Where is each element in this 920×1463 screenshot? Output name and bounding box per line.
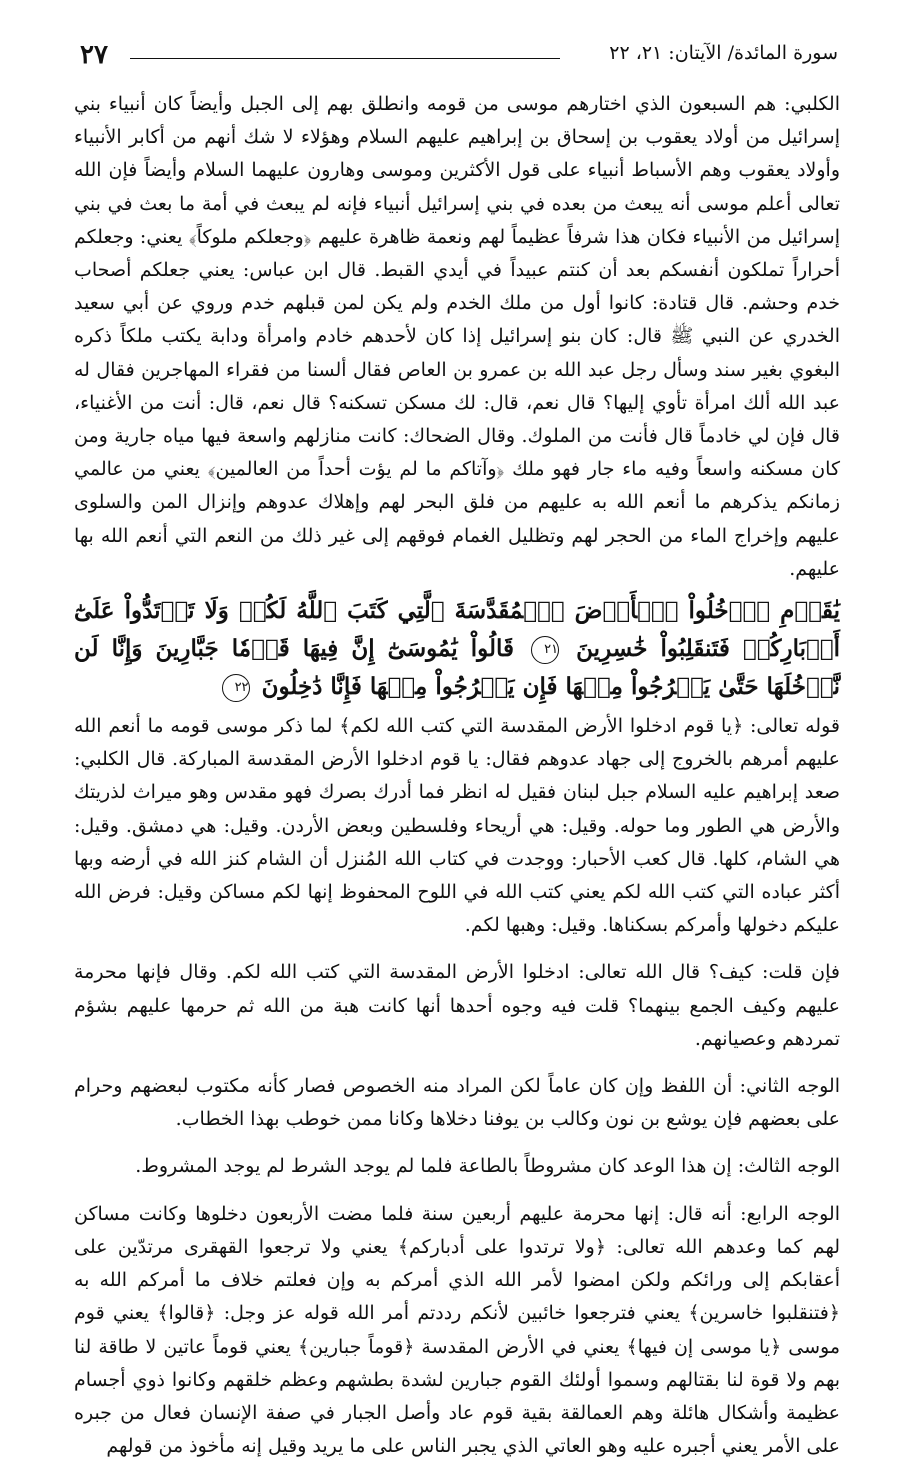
commentary-paragraph: قوله تعالى: ﴿يا قوم ادخلوا الأرض المقدسة التي كتب الله لكم﴾ لما ذكر موسى قومه ما أنعم الله عليهم أمرهم بالخروج إلى جهاد عدوهم فقال: يا قوم ادخلوا الأرض المقدسة المباركة. قال الكلبي: صعد إبراهيم عليه السلام جبل لبنان فقيل له انظر فما أدرك بصرك فهو مقدس وهو ميراث لذريتك والأرض هي الطور وما حوله. وقيل: هي أريحاء وفلسطين وبعض الأردن. وقيل: هي دمشق. وقيل: هي الشام، كلها. قال كعب الأحبار: ووجدت في كتاب الله المُنزل أن الشام كنز الله في أرضه وبها أكثر عباده التي كتب الله لكم يعني كتب الله في اللوح المحفوظ إنها لكم مساكن وقيل: فرض الله عليكم دخولها وأمركم بسكناها. وقيل: وهبها لكم. xyxy=(74,715,840,937)
running-title: سورة المائدة/ الآيتان: ٢١، ٢٢ xyxy=(609,42,838,64)
ayah-marker-22: ٢٢ xyxy=(222,674,250,702)
commentary-paragraph: الوجه الرابع: أنه قال: إنها محرمة عليهم أربعين سنة فلما مضت الأربعون دخلوها وكانت مساكن لهم كما وعدهم الله تعالى: ﴿ولا ترتدوا على أدباركم﴾ يعني ولا ترجعوا القهقرى مرتدّين على أعقابكم إلى ورائكم ولكن امضوا لأمر الله الذي أمركم به وإن فعلتم خلاف ما أمركم الله به ﴿فتنقلبوا خاسرين﴾ يعني فترجعوا خائبين لأنكم رددتم أمر الله قوله عز وجل: ﴿قالوا﴾ يعني قوم موسى ﴿يا موسى إن فيها﴾ يعني في الأرض المقدسة ﴿قوماً جبارين﴾ يعني قوماً عاتين لا طاقة لنا بهم ولا قوة لنا بقتالهم وسموا أولئك القوم جبارين لشدة بطشهم وعظم خلقهم وكانوا ذوي أجسام عظيمة وأشكال هائلة وهم العمالقة بقية قوم عاد وأصل الجبار في صفة الإنسان فعال من جبره على الأمر يعني أجبره عليه وهو العاتي الذي يجبر الناس على ما يريد وقيل إنه مأخوذ من قولهم xyxy=(74,1202,840,1458)
verse-22-text: قَالُواْ يَٰمُوسَىٰٓ إِنَّ فِيهَا قَوۡمٗا جَبَّارِينَ وَإِنَّا لَن نَّدۡخُلَهَا حَتَّىٰ يَخۡرُجُواْ مِنۡهَا فَإِن يَخۡرُجُواْ مِنۡهَا فَإِنَّا دَٰخِلُونَ xyxy=(74,635,840,701)
page-body xyxy=(74,88,840,1463)
page-number: ٢٧ xyxy=(80,40,108,70)
paragraph-intro: الكلبي: هم السبعون الذي اختارهم موسى من قومه وانطلق بهم إلى الجبل وأيضاً كان أنبياء بني إسرائيل من أولاد يعقوب بن إسحاق بن إبراهيم عليهم السلام وهؤلاء لا شك أنهم من أكابر الأنبياء وأولاد يعقوب وهم الأسباط أنبياء على قول الأكثرين وموسى وهارون عليهما السلام وأيضاً فإن الله تعالى أعلم موسى أنه يبعث من بعده في بني إسرائيل أنبياء فإنه لم يبعث في أمة ما بعث في بني إسرائيل من الأنبياء فكان هذا شرفاً عظيماً لهم ونعمة ظاهرة عليهم ﴿وجعلكم ملوكاً﴾ يعني: وجعلكم أحراراً تملكون أنفسكم بعد أن كنتم عبيداً في أيدي القبط. قال ابن عباس: يعني جعلكم أصحاب خدم وحشم. قال قتادة: كانوا أول من ملك الخدم ولم يكن لمن قبلهم خدم وروي عن أبي سعيد الخدري عن النبي ﷺ قال: كان بنو إسرائيل إذا كان لأحدهم خادم وامرأة ودابة يكتب ملكاً ذكره البغوي بغير سند وسأل رجل عبد الله بن عمرو بن العاص فقال ألسنا من فقراء المهاجرين فقال له عبد الله ألك امرأة تأوي إليها؟ قال نعم، قال: لك مسكن تسكنه؟ قال نعم، قال: أنت من الأغنياء، قال فإن لي خادماً قال فأنت من الملوك. وقال الضحاك: كانت منازلهم واسعة فيها مياه جارية ومن كان مسكنه واسعاً وفيه ماء جار فهو ملك ﴿وآتاكم ما لم يؤت أحداً من العالمين﴾ يعني من عالمي زمانكم يذكرهم ما أنعم الله به عليهم من فلق البحر لهم وإهلاك عدوهم وإنزال المن والسلوى عليهم وإخراج الماء من الحجر لهم وتظليل الغمام فوقهم إلى غير ذلك من النعم التي أنعم الله بها عليهم. xyxy=(74,93,840,580)
header-divider xyxy=(130,58,560,59)
quran-verse-block xyxy=(74,592,840,706)
commentary-paragraph: الوجه الثاني: أن اللفظ وإن كان عاماً لكن المراد منه الخصوص فصار كأنه مكتوب لبعضهم وحرام على بعضهم فإن يوشع بن نون وكالب بن يوفنا دخلاها وكانا ممن خوطب بهذا الخطاب. xyxy=(74,1075,840,1131)
ayah-marker-21: ٢١ xyxy=(531,636,559,664)
verse-21-text: يَٰقَوۡمِ ٱدۡخُلُواْ ٱلۡأَرۡضَ ٱلۡمُقَدَّسَةَ ٱلَّتِي كَتَبَ ٱللَّهُ لَكُمۡ وَلَا تَرۡتَدُّواْ عَلَىٰٓ أَدۡبَارِكُمۡ فَتَنقَلِبُواْ خَٰسِرِينَ xyxy=(74,597,840,663)
commentary-paragraph: فإن قلت: كيف؟ قال الله تعالى: ادخلوا الأرض المقدسة التي كتب الله لكم. وقال فإنها محرمة عليهم وكيف الجمع بينهما؟ قلت فيه وجوه أحدها أنها كانت هبة من الله ثم حرمها عليهم بشؤم تمردهم وعصيانهم. xyxy=(74,961,840,1050)
commentary-paragraph: الوجه الثالث: إن هذا الوعد كان مشروطاً بالطاعة فلما لم يوجد الشرط لم يوجد المشروط. xyxy=(135,1155,840,1178)
page-header xyxy=(80,40,838,70)
